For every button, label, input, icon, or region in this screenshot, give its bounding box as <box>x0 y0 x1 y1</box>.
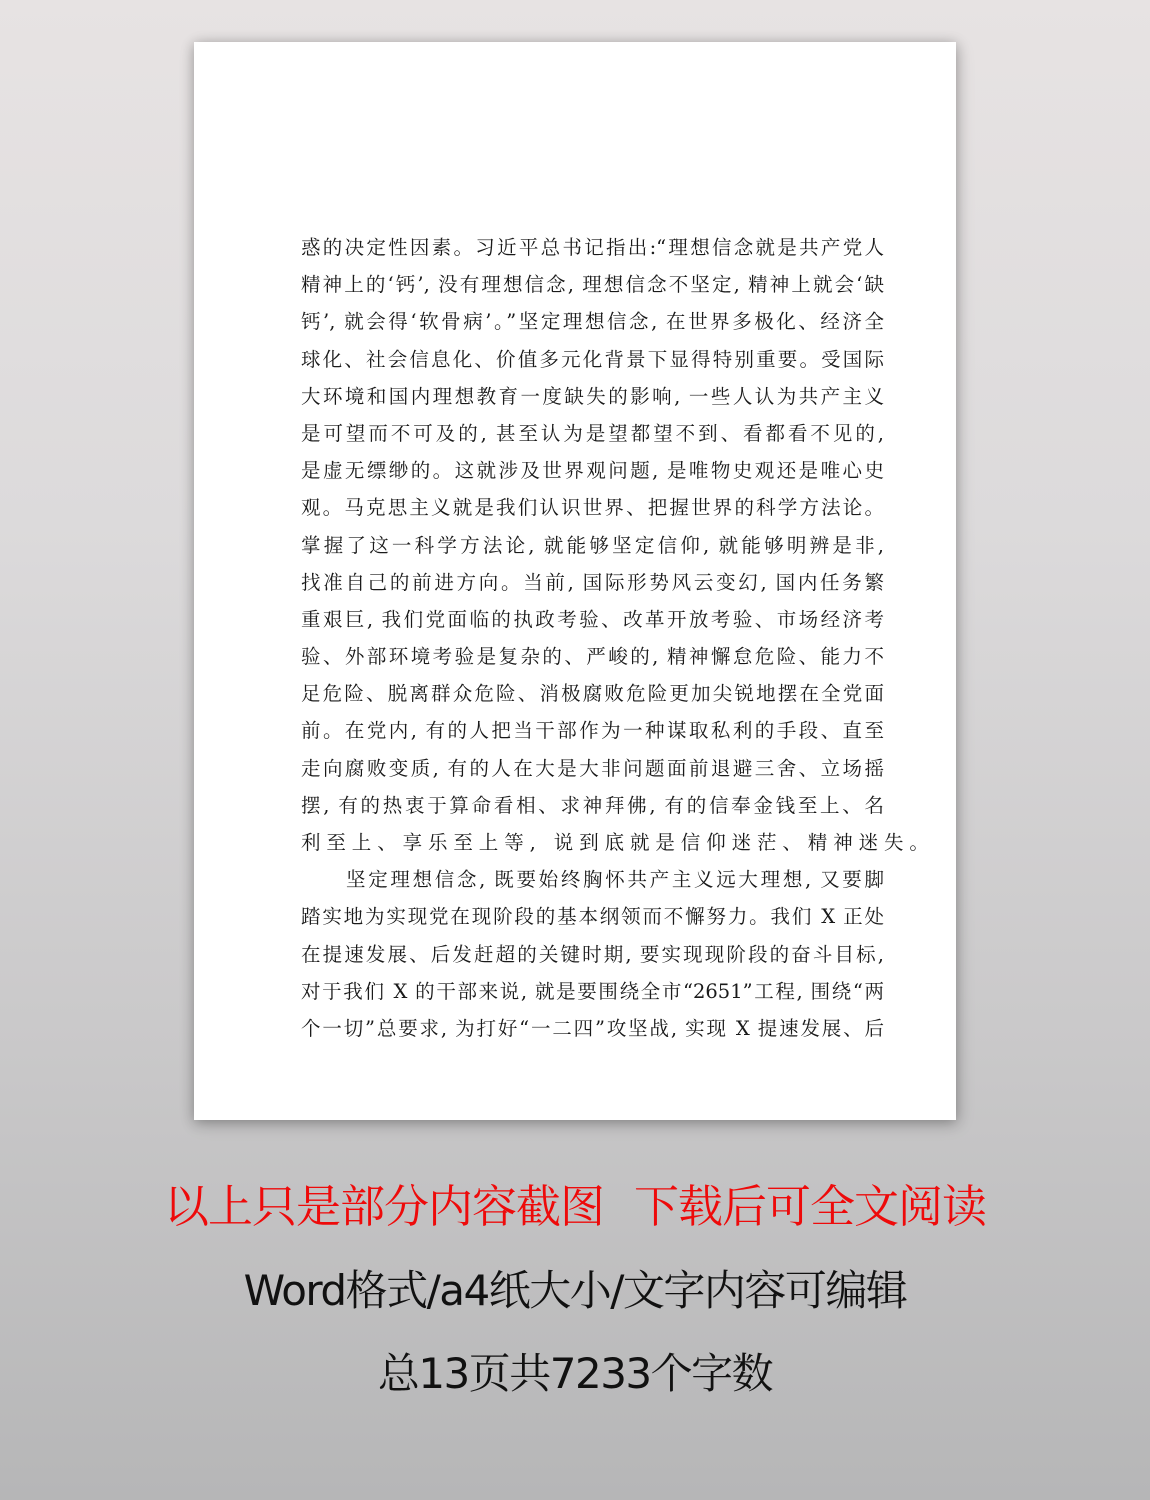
text-line: 精神上的‘钙’, 没有理想信念, 理想信念不坚定, 精神上就会‘缺 <box>301 273 884 297</box>
text-line: 前。在党内, 有的人把当干部作为一种谋取私利的手段、直至 <box>301 719 884 743</box>
text-line: 重艰巨, 我们党面临的执政考验、改革开放考验、市场经济考 <box>301 607 884 631</box>
text-line: 对于我们 X 的干部来说, 就是要围绕全市“2651”工程, 围绕“两 <box>301 979 884 1003</box>
text-line: 验、外部环境考验是复杂的、严峻的, 精神懈怠危险、能力不 <box>301 645 884 669</box>
text-line: 是可望而不可及的, 甚至认为是望都望不到、看都看不见的, <box>301 421 884 445</box>
text-line: 钙’, 就会得‘软骨病’。”坚定理想信念, 在世界多极化、经济全 <box>301 310 884 334</box>
format-info: Word格式/a4纸大小/文字内容可编辑 <box>243 1266 907 1315</box>
document-body-text <box>301 229 935 1047</box>
text-line: 球化、社会信息化、价值多元化背景下显得特别重要。受国际 <box>301 347 884 371</box>
text-line: 找准自己的前进方向。当前, 国际形势风云变幻, 国内任务繁 <box>301 570 884 594</box>
paragraph-start-line: 坚定理想信念, 既要始终胸怀共产主义远大理想, 又要脚 <box>346 868 884 892</box>
text-line: 在提速发展、后发赶超的关键时期, 要实现现阶段的奋斗目标, <box>301 942 884 966</box>
text-line: 走向腐败变质, 有的人在大是大非问题面前退避三舍、立场摇 <box>301 756 884 780</box>
text-line: 掌握了这一科学方法论, 就能够坚定信仰, 就能够明辨是非, <box>301 533 884 557</box>
page-count-info: 总13页共7233个字数 <box>377 1349 773 1398</box>
text-line: 摆, 有的热衷于算命看相、求神拜佛, 有的信奉金钱至上、名 <box>301 793 884 817</box>
text-line: 观。马克思主义就是我们认识世界、把握世界的科学方法论。 <box>301 496 884 520</box>
paragraph-end-line: 利至上、享乐至上等, 说到底就是信仰迷茫、精神迷失。 <box>301 831 935 854</box>
text-line: 惑的决定性因素。习近平总书记指出:“理想信念就是共产党人 <box>301 236 884 259</box>
text-line: 个一切”总要求, 为打好“一二四”攻坚战, 实现 X 提速发展、后 <box>301 1016 884 1040</box>
preview-notice-part1: 以上只是部分内容截图 <box>163 1180 604 1233</box>
text-line: 大环境和国内理想教育一度缺失的影响, 一些人认为共产主义 <box>301 384 884 408</box>
document-page-preview <box>194 42 956 1120</box>
text-line: 是虚无缥缈的。这就涉及世界观问题, 是唯物史观还是唯心史 <box>301 459 884 483</box>
preview-notice <box>0 1176 1150 1238</box>
preview-notice-part2: 下载后可全文阅读 <box>634 1180 987 1233</box>
text-line: 踏实地为实现党在现阶段的基本纲领而不懈努力。我们 X 正处 <box>301 905 884 929</box>
text-line: 足危险、脱离群众危险、消极腐败危险更加尖锐地摆在全党面 <box>301 682 884 706</box>
